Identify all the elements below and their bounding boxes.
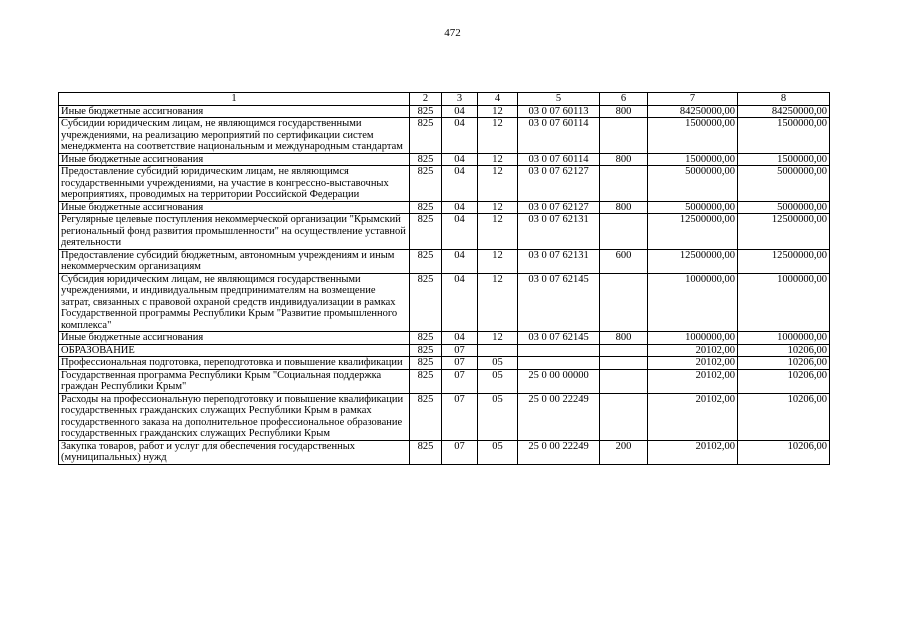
row-admin-code: 825 bbox=[410, 153, 442, 166]
row-expense-type bbox=[600, 344, 648, 357]
row-subsection: 12 bbox=[478, 249, 518, 273]
row-name: Субсидии юридическим лицам, не являющимся государственными учреждениями, на реализацию мероприятий по сертификации систем менеджмента на соответствие национальным и международным стандартам bbox=[59, 118, 410, 154]
column-header: 2 bbox=[410, 93, 442, 106]
row-subsection: 12 bbox=[478, 118, 518, 154]
table-row bbox=[59, 249, 830, 273]
table-row bbox=[59, 393, 830, 440]
row-admin-code: 825 bbox=[410, 332, 442, 345]
table-row bbox=[59, 357, 830, 370]
row-section: 04 bbox=[442, 332, 478, 345]
row-amount-col7: 20102,00 bbox=[648, 369, 738, 393]
column-header: 8 bbox=[738, 93, 830, 106]
budget-table bbox=[58, 92, 830, 465]
row-section: 07 bbox=[442, 344, 478, 357]
row-expense-type bbox=[600, 357, 648, 370]
row-target-article: 03 0 07 62145 bbox=[518, 273, 600, 332]
row-name: Расходы на профессиональную переподготовку и повышение квалификации государственных гражданских служащих Республики Крым в рамках государственного заказа на дополнительное профессиональное образование государственных гражданских служащих Республики Крым bbox=[59, 393, 410, 440]
column-header: 7 bbox=[648, 93, 738, 106]
row-amount-col8: 10206,00 bbox=[738, 344, 830, 357]
row-amount-col7: 1500000,00 bbox=[648, 118, 738, 154]
row-section: 04 bbox=[442, 153, 478, 166]
row-expense-type: 800 bbox=[600, 332, 648, 345]
row-section: 04 bbox=[442, 166, 478, 202]
row-amount-col8: 12500000,00 bbox=[738, 214, 830, 250]
row-amount-col8: 10206,00 bbox=[738, 369, 830, 393]
row-expense-type bbox=[600, 166, 648, 202]
row-name: Иные бюджетные ассигнования bbox=[59, 332, 410, 345]
row-name: Закупка товаров, работ и услуг для обеспечения государственных (муниципальных) нужд bbox=[59, 440, 410, 464]
row-section: 07 bbox=[442, 393, 478, 440]
row-amount-col7: 20102,00 bbox=[648, 357, 738, 370]
table-header-row bbox=[59, 93, 830, 106]
table-row bbox=[59, 344, 830, 357]
row-section: 04 bbox=[442, 105, 478, 118]
table-row bbox=[59, 369, 830, 393]
row-target-article bbox=[518, 344, 600, 357]
row-admin-code: 825 bbox=[410, 344, 442, 357]
row-section: 04 bbox=[442, 201, 478, 214]
row-name: Предоставление субсидий юридическим лицам, не являющимся государственными учреждениями, на участие в конгрессно-выставочных мероприятиях, проводимых на территории Российской Федерации bbox=[59, 166, 410, 202]
row-name: Иные бюджетные ассигнования bbox=[59, 201, 410, 214]
row-amount-col7: 84250000,00 bbox=[648, 105, 738, 118]
table-row bbox=[59, 153, 830, 166]
row-target-article: 03 0 07 62127 bbox=[518, 166, 600, 202]
row-admin-code: 825 bbox=[410, 214, 442, 250]
row-section: 04 bbox=[442, 118, 478, 154]
row-subsection: 12 bbox=[478, 166, 518, 202]
row-amount-col7: 20102,00 bbox=[648, 440, 738, 464]
row-name: Иные бюджетные ассигнования bbox=[59, 153, 410, 166]
row-expense-type bbox=[600, 369, 648, 393]
row-expense-type bbox=[600, 273, 648, 332]
column-header: 3 bbox=[442, 93, 478, 106]
table-row bbox=[59, 201, 830, 214]
row-amount-col8: 10206,00 bbox=[738, 440, 830, 464]
row-target-article: 25 0 00 00000 bbox=[518, 369, 600, 393]
row-amount-col8: 5000000,00 bbox=[738, 201, 830, 214]
row-name: Регулярные целевые поступления некоммерческой организации "Крымский региональный фонд развития промышленности" на осуществление уставной деятельности bbox=[59, 214, 410, 250]
row-amount-col7: 5000000,00 bbox=[648, 166, 738, 202]
row-amount-col8: 10206,00 bbox=[738, 393, 830, 440]
row-amount-col7: 20102,00 bbox=[648, 344, 738, 357]
row-admin-code: 825 bbox=[410, 369, 442, 393]
row-section: 07 bbox=[442, 369, 478, 393]
row-subsection: 12 bbox=[478, 153, 518, 166]
row-admin-code: 825 bbox=[410, 166, 442, 202]
table-row bbox=[59, 273, 830, 332]
row-amount-col8: 1500000,00 bbox=[738, 153, 830, 166]
column-header: 1 bbox=[59, 93, 410, 106]
row-expense-type bbox=[600, 214, 648, 250]
table-row bbox=[59, 214, 830, 250]
row-subsection: 05 bbox=[478, 393, 518, 440]
row-subsection: 05 bbox=[478, 369, 518, 393]
column-header: 6 bbox=[600, 93, 648, 106]
row-subsection bbox=[478, 344, 518, 357]
row-target-article: 03 0 07 60114 bbox=[518, 118, 600, 154]
row-admin-code: 825 bbox=[410, 273, 442, 332]
table-row bbox=[59, 440, 830, 464]
row-target-article: 03 0 07 60114 bbox=[518, 153, 600, 166]
row-admin-code: 825 bbox=[410, 105, 442, 118]
row-name: Субсидия юридическим лицам, не являющимся государственными учреждениями, и индивидуальным предпринимателям на возмещение затрат, связанных с правовой охраной средств индивидуализации в рамках Государственной программы Республики Крым "Развитие промышленного комплекса" bbox=[59, 273, 410, 332]
row-amount-col8: 12500000,00 bbox=[738, 249, 830, 273]
row-expense-type: 600 bbox=[600, 249, 648, 273]
row-subsection: 12 bbox=[478, 105, 518, 118]
row-name: Иные бюджетные ассигнования bbox=[59, 105, 410, 118]
table-row bbox=[59, 105, 830, 118]
row-amount-col7: 1000000,00 bbox=[648, 332, 738, 345]
row-amount-col7: 1000000,00 bbox=[648, 273, 738, 332]
row-amount-col7: 20102,00 bbox=[648, 393, 738, 440]
row-name: Государственная программа Республики Крым "Социальная поддержка граждан Республики Крым" bbox=[59, 369, 410, 393]
row-section: 04 bbox=[442, 273, 478, 332]
row-amount-col8: 1000000,00 bbox=[738, 273, 830, 332]
row-target-article: 03 0 07 62127 bbox=[518, 201, 600, 214]
row-amount-col8: 10206,00 bbox=[738, 357, 830, 370]
row-admin-code: 825 bbox=[410, 118, 442, 154]
row-amount-col8: 5000000,00 bbox=[738, 166, 830, 202]
table-row bbox=[59, 332, 830, 345]
row-target-article: 03 0 07 60113 bbox=[518, 105, 600, 118]
row-admin-code: 825 bbox=[410, 249, 442, 273]
row-amount-col7: 1500000,00 bbox=[648, 153, 738, 166]
row-target-article: 03 0 07 62131 bbox=[518, 249, 600, 273]
row-expense-type bbox=[600, 393, 648, 440]
row-target-article: 25 0 00 22249 bbox=[518, 393, 600, 440]
row-section: 07 bbox=[442, 440, 478, 464]
row-admin-code: 825 bbox=[410, 440, 442, 464]
row-name: Профессиональная подготовка, переподготовка и повышение квалификации bbox=[59, 357, 410, 370]
row-amount-col7: 12500000,00 bbox=[648, 214, 738, 250]
row-expense-type: 800 bbox=[600, 201, 648, 214]
table-row bbox=[59, 166, 830, 202]
row-section: 07 bbox=[442, 357, 478, 370]
row-amount-col7: 5000000,00 bbox=[648, 201, 738, 214]
row-subsection: 12 bbox=[478, 214, 518, 250]
row-expense-type bbox=[600, 118, 648, 154]
column-header: 5 bbox=[518, 93, 600, 106]
row-name: Предоставление субсидий бюджетным, автономным учреждениям и иным некоммерческим организациям bbox=[59, 249, 410, 273]
row-name: ОБРАЗОВАНИЕ bbox=[59, 344, 410, 357]
row-subsection: 12 bbox=[478, 273, 518, 332]
row-target-article: 03 0 07 62145 bbox=[518, 332, 600, 345]
row-expense-type: 800 bbox=[600, 105, 648, 118]
row-section: 04 bbox=[442, 214, 478, 250]
row-admin-code: 825 bbox=[410, 357, 442, 370]
table-row bbox=[59, 118, 830, 154]
row-amount-col8: 1000000,00 bbox=[738, 332, 830, 345]
row-target-article: 25 0 00 22249 bbox=[518, 440, 600, 464]
row-subsection: 12 bbox=[478, 201, 518, 214]
row-section: 04 bbox=[442, 249, 478, 273]
row-expense-type: 200 bbox=[600, 440, 648, 464]
row-subsection: 12 bbox=[478, 332, 518, 345]
row-admin-code: 825 bbox=[410, 393, 442, 440]
page-number: 472 bbox=[444, 27, 461, 39]
row-amount-col8: 1500000,00 bbox=[738, 118, 830, 154]
column-header: 4 bbox=[478, 93, 518, 106]
row-subsection: 05 bbox=[478, 440, 518, 464]
row-expense-type: 800 bbox=[600, 153, 648, 166]
row-target-article: 03 0 07 62131 bbox=[518, 214, 600, 250]
row-amount-col8: 84250000,00 bbox=[738, 105, 830, 118]
row-amount-col7: 12500000,00 bbox=[648, 249, 738, 273]
row-subsection: 05 bbox=[478, 357, 518, 370]
row-target-article bbox=[518, 357, 600, 370]
row-admin-code: 825 bbox=[410, 201, 442, 214]
